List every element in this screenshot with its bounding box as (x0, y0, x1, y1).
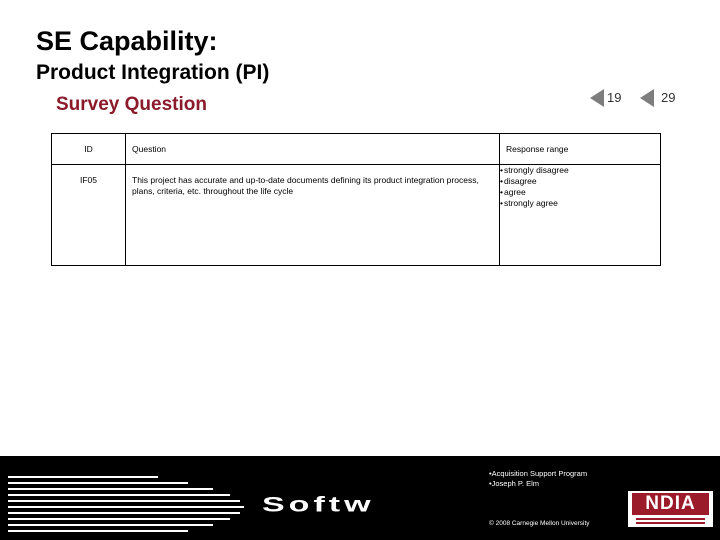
prev-page-number[interactable]: 19 (607, 90, 622, 105)
survey-table (51, 133, 661, 266)
row-id-cell (52, 165, 126, 266)
row-question: This project has accurate and up-to-date documents defining its product integration process, plans, criteria, etc. throughout the life cycle (132, 175, 479, 196)
row-response-cell (500, 165, 661, 266)
slide-title: SE Capability: (36, 26, 218, 56)
slide-subtitle: Product Integration (PI) (36, 61, 270, 84)
table-row (52, 165, 661, 266)
header-response (500, 134, 661, 165)
prev-arrow-icon[interactable] (590, 89, 604, 107)
response-option: • strongly disagree (500, 165, 660, 176)
header-question-label: Question (132, 144, 167, 154)
footer-line-author: •Joseph P. Elm (489, 479, 540, 488)
response-options (500, 165, 660, 209)
header-question (126, 134, 500, 165)
section-title: Survey Question (56, 94, 207, 115)
ndia-logo-word: NDIA (632, 493, 709, 515)
footer-line-program: •Acquisition Support Program (489, 469, 588, 478)
response-option: • strongly agree (500, 198, 660, 209)
response-option: • agree (500, 187, 660, 198)
table-header-row (52, 134, 661, 165)
header-id (52, 134, 126, 165)
row-id: IF05 (79, 175, 97, 185)
header-id-label: ID (84, 144, 93, 154)
row-question-cell (126, 165, 500, 266)
response-option: • disagree (500, 176, 660, 187)
footer-copyright: © 2008 Carnegie Mellon University (489, 520, 590, 527)
software-wordmark: Softw (262, 493, 375, 517)
ndia-logo (628, 491, 713, 527)
next-page-number[interactable]: 29 (661, 90, 676, 105)
header-response-label: Response range (506, 144, 569, 154)
next-arrow-icon[interactable] (640, 89, 654, 107)
